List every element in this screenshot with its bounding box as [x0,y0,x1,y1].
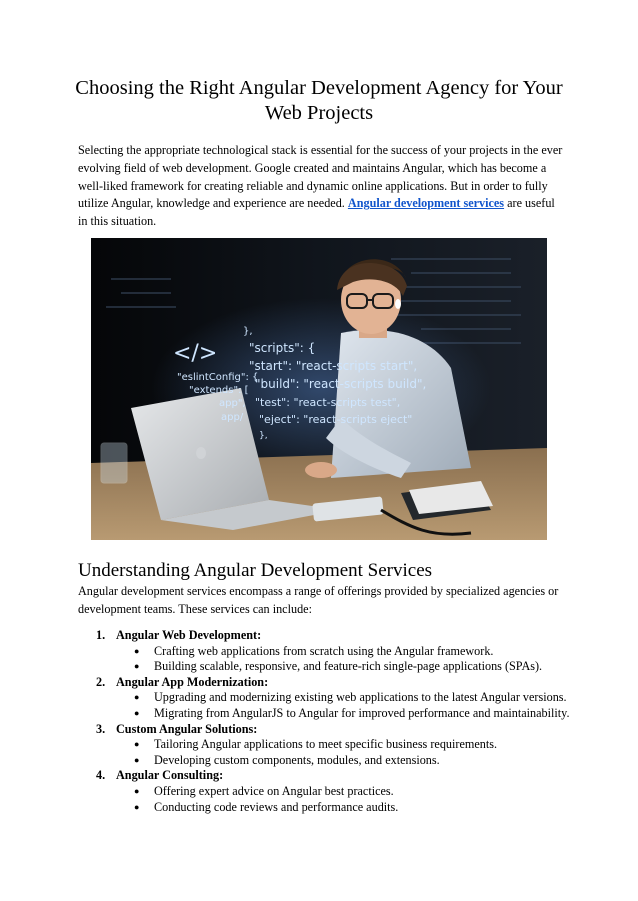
service-number: 2. [96,674,106,689]
service-item [0,768,570,815]
services-list [0,628,570,815]
angular-services-link[interactable]: Angular development services [347,196,505,211]
bullet-text: Conducting code reviews and performance audits. [154,799,399,814]
bullet-icon: ● [134,707,140,718]
code-line: "build": "react-scripts build", [255,377,427,391]
code-line-left: "eslintConfig": { [177,372,259,383]
list-item [116,706,570,722]
code-line-left: app/ [221,412,244,423]
service-number: 1. [96,628,106,642]
code-line: "eject": "react-scripts eject" [259,413,413,426]
service-item [0,722,570,769]
bullet-text: Migrating from AngularJS to Angular for improved performance and maintainability. [154,705,570,720]
list-item [116,690,570,706]
service-bullets [116,737,570,768]
service-bullets [116,644,570,675]
service-bullets [116,690,570,721]
list-item [116,753,570,769]
article-title: Choosing the Right Angular Development Agency for Your Web Projects [75,77,563,124]
intro-text-end: are useful in this situation. [78,196,555,229]
bullet-icon: ● [134,692,140,703]
service-bullets [116,784,570,815]
code-line: }, [243,326,253,337]
bullet-icon: ● [134,801,140,812]
service-item [0,628,570,675]
list-item [116,800,570,816]
bullet-icon: ● [134,785,140,796]
section-heading: Understanding Angular Development Services [78,560,433,581]
section-intro: Angular development services encompass a range of offerings provided by specialized agencies or development teams. These services can include: [78,584,559,616]
code-line-left: app", [219,398,246,409]
list-item [116,784,570,800]
bullet-text: Building scalable, responsive, and feature-rich single-page applications (SPAs). [154,659,543,674]
service-number: 3. [96,721,106,736]
bullet-text: Crafting web applications from scratch using the Angular framework. [154,643,494,658]
list-item [116,659,570,675]
service-title: Custom Angular Solutions: [116,721,258,736]
bullet-text: Offering expert advice on Angular best practices. [154,783,394,798]
service-title: Angular App Modernization: [116,674,269,689]
service-title: Angular Consulting: [116,768,224,783]
code-line: "scripts": { [249,341,316,355]
bullet-icon: ● [134,739,140,750]
service-title: Angular Web Development: [116,628,262,642]
bullet-icon: ● [134,754,140,765]
list-item [116,737,570,753]
code-line-left: "extends": [ [189,385,249,396]
bullet-icon: ● [134,661,140,672]
code-line: "test": "react-scripts test", [255,396,401,409]
code-line: "start": "react-scripts start", [249,359,418,373]
service-item [0,675,570,722]
bullet-icon: ● [134,645,140,656]
list-item [116,644,570,660]
intro-text-start: Selecting the appropriate technological stack is essential for the success of your projects in the ever evolving field of web development. Google created and maintains Angular, which has become a well-liked framework for creating reliable and dynamic online applications. But in order to fully utilize Angular, knowledge and experience are needed. [78,143,563,211]
code-line: }, [259,431,268,441]
code-tag-glyph: </> [173,341,218,366]
bullet-text: Tailoring Angular applications to meet specific business requirements. [154,737,498,752]
service-number: 4. [96,768,106,783]
hero-image-developer-coding [91,238,547,540]
bullet-text: Upgrading and modernizing existing web applications to the latest Angular versions. [154,690,567,705]
bullet-text: Developing custom components, modules, and extensions. [154,752,440,767]
intro-paragraph [78,142,563,231]
